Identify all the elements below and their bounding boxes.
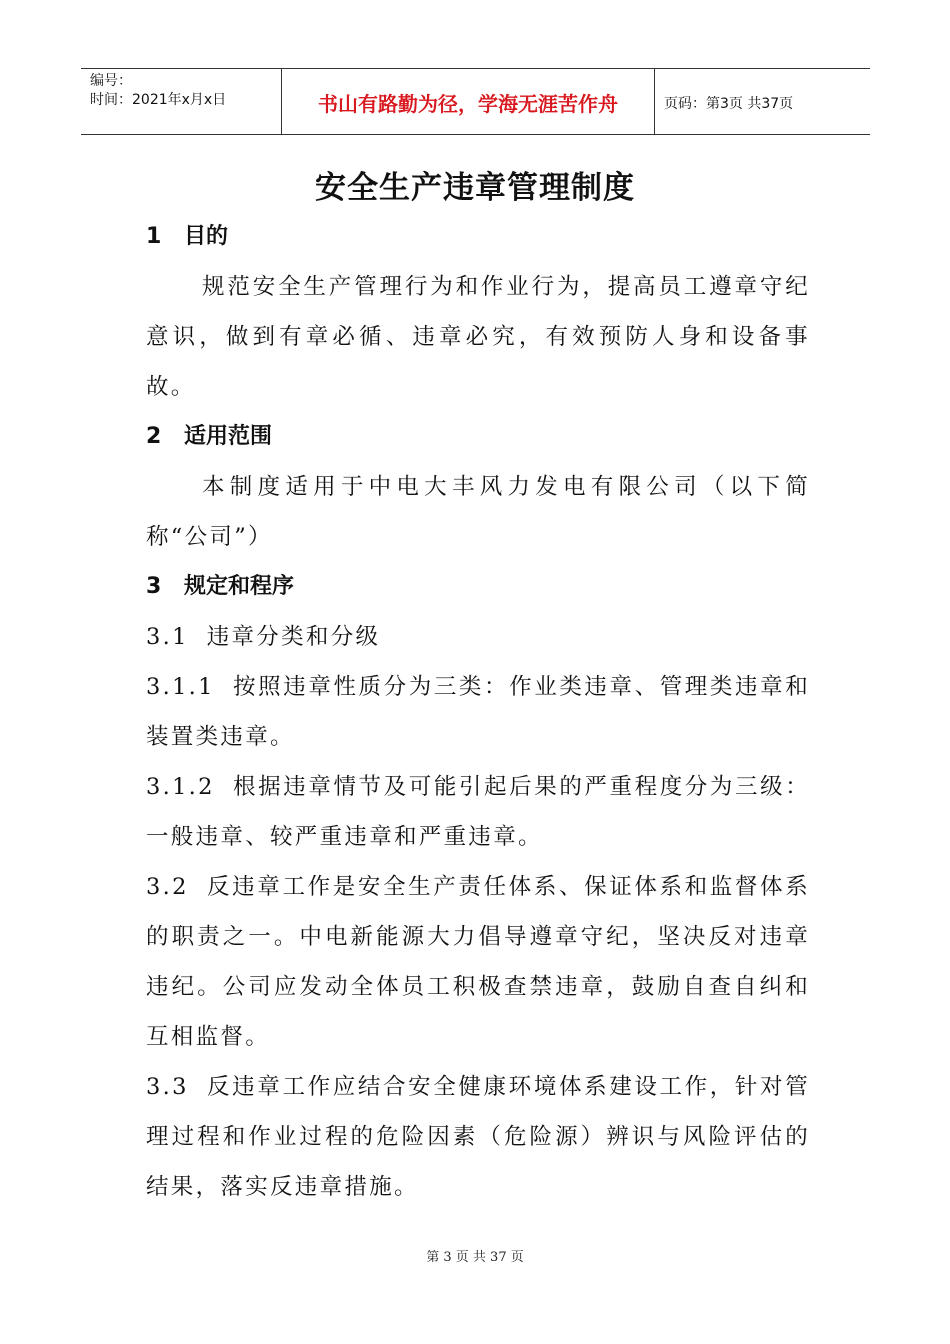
page-header bbox=[81, 68, 870, 135]
clause-text: 按照违章性质分为三类：作业类违章、管理类违章和装置类违章。 bbox=[146, 674, 810, 750]
clause-text: 反违章工作应结合安全健康环境体系建设工作，针对管理过程和作业过程的危险因素（危险源）辨识与风险评估的结果，落实反违章措施。 bbox=[146, 1074, 810, 1200]
paragraph-3-1 bbox=[146, 612, 810, 662]
section-heading-procedure bbox=[146, 562, 810, 612]
section-heading-purpose bbox=[146, 212, 810, 262]
doc-number-label: 编号： bbox=[90, 73, 132, 89]
paragraph-3-3 bbox=[146, 1062, 810, 1212]
paragraph-purpose: 规范安全生产管理行为和作业行为，提高员工遵章守纪意识，做到有章必循、违章必究，有效预防人身和设备事故。 bbox=[146, 274, 810, 400]
paragraph-3-1-1 bbox=[146, 662, 810, 762]
section-number: 3 bbox=[146, 574, 162, 599]
doc-time-label: 时间：2021年x月x日 bbox=[90, 92, 227, 108]
header-page-info: 页码：第3页 共37页 bbox=[664, 95, 794, 112]
clause-number: 3.1.1 bbox=[146, 674, 215, 700]
document-body bbox=[146, 212, 810, 1212]
header-motto: 书山有路勤为径，学海无涯苦作舟 bbox=[282, 69, 655, 134]
section-number: 1 bbox=[146, 224, 162, 249]
header-meta bbox=[81, 69, 282, 134]
clause-number: 3.2 bbox=[146, 874, 189, 900]
section-number: 2 bbox=[146, 424, 162, 449]
paragraph-scope: 本制度适用于中电大丰风力发电有限公司（以下简称“公司”） bbox=[146, 474, 810, 550]
section-heading-scope bbox=[146, 412, 810, 462]
clause-number: 3.3 bbox=[146, 1074, 189, 1100]
clause-text: 反违章工作是安全生产责任体系、保证体系和监督体系的职责之一。中电新能源大力倡导遵章守纪，坚决反对违章违纪。公司应发动全体员工积极查禁违章，鼓励自查自纠和互相监督。 bbox=[146, 874, 810, 1050]
clause-text: 违章分类和分级 bbox=[206, 624, 381, 650]
paragraph-3-1-2 bbox=[146, 762, 810, 862]
clause-text: 根据违章情节及可能引起后果的严重程度分为三级：一般违章、较严重违章和严重违章。 bbox=[146, 774, 810, 850]
section-title: 目的 bbox=[184, 224, 229, 249]
section-title: 规定和程序 bbox=[184, 574, 295, 599]
section-title: 适用范围 bbox=[184, 424, 273, 449]
paragraph-3-2 bbox=[146, 862, 810, 1062]
page-footer: 第 3 页 共 37 页 bbox=[426, 1250, 524, 1265]
clause-number: 3.1.2 bbox=[146, 774, 215, 800]
document-title: 安全生产违章管理制度 bbox=[315, 170, 635, 206]
clause-number: 3.1 bbox=[146, 624, 189, 650]
